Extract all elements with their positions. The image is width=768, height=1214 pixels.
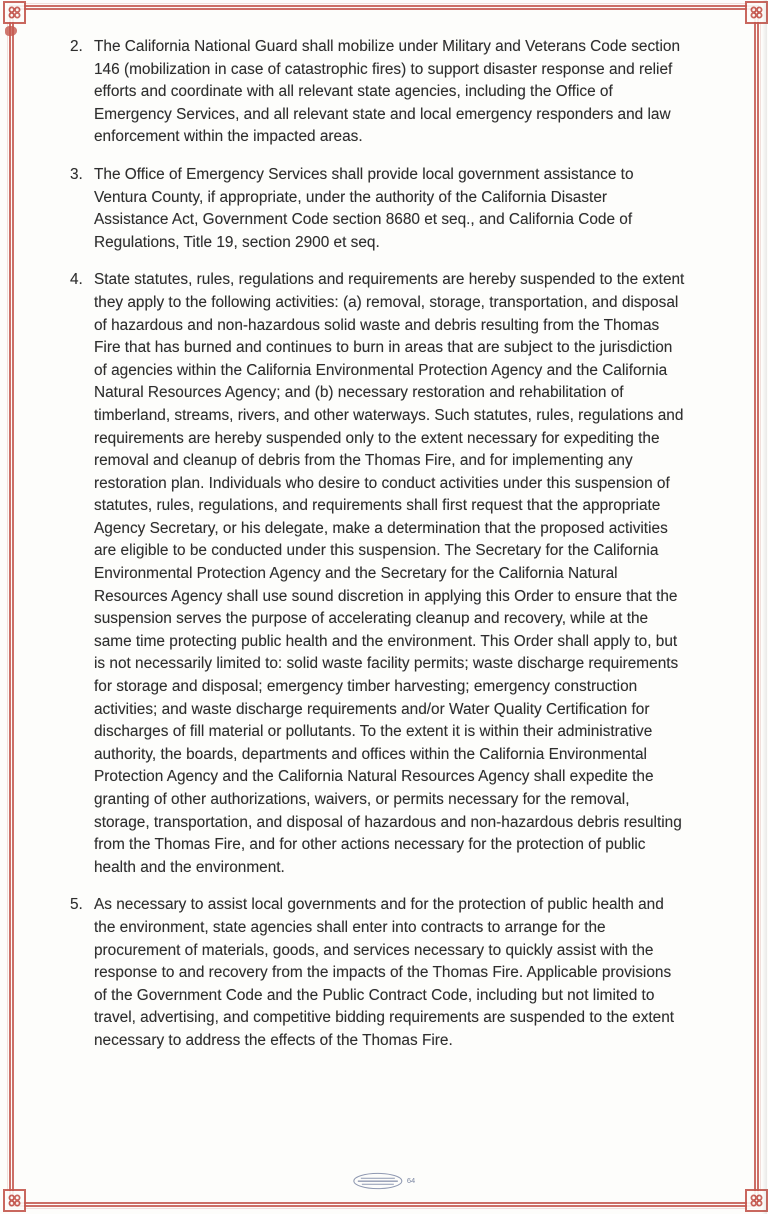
paragraph <box>70 269 752 879</box>
paragraph-text <box>94 36 752 149</box>
paragraph-number: 2. <box>70 38 83 55</box>
paragraph-number: 3. <box>70 165 83 183</box>
text-line: activities; and waste discharge requirements and/or Water Quality Certification for <box>94 700 650 718</box>
paragraph-text <box>94 164 752 254</box>
union-printer-label <box>353 1172 415 1190</box>
text-line: The California National Guard shall mobilize under Military and Veterans Code section <box>94 38 681 55</box>
text-line: is not necessarily limited to: solid waste facility permits; waste discharge requirements <box>94 655 679 673</box>
text-line: Assistance Act, Government Code section 8680 et seq., and California Code of <box>94 211 633 229</box>
paragraph-text <box>94 894 752 1052</box>
paragraph-number: 4. <box>70 271 83 289</box>
text-line: from the Thomas Fire, and for other actions necessary for the protection of public <box>94 836 646 854</box>
text-line: of agencies within the California Environmental Protection Agency and the California <box>94 361 668 379</box>
text-line: discharges of fill material or pollutants. To the extent it is within their administrative <box>94 723 653 741</box>
text-line: Protection Agency and the California Natural Resources Agency shall expedite the <box>94 768 654 786</box>
text-line: Fire that has burned and continues to burn in areas that are subject to the jurisdiction <box>94 339 673 357</box>
text-line: efforts and coordinate with all relevant state agencies, including the Office of <box>94 83 613 101</box>
quatrefoil-icon <box>7 1193 22 1208</box>
text-line: requirements are hereby suspended only to the extent necessary for expediting the <box>94 429 660 447</box>
text-line: authority, the boards, departments and offices within the California Environmental <box>94 745 647 763</box>
text-line: of the Government Code and the Public Contract Code, including but not limited to <box>94 986 655 1004</box>
text-line: storage, transportation, and disposal of hazardous and non-hazardous debris resulting <box>94 813 682 831</box>
text-line: same time protecting public health and the environment. This Order shall apply to, but <box>94 632 678 650</box>
text-line: statutes, rules, regulations, and requirements shall first request that the appropriate <box>94 497 661 515</box>
quatrefoil-corner-ornament-icon <box>745 1189 768 1212</box>
paragraph <box>70 894 752 1052</box>
union-printer-label-icon <box>353 1172 405 1190</box>
union-label-number: 64 <box>406 1176 416 1186</box>
paragraph <box>70 36 752 149</box>
corner-ornament-leaf-icon <box>5 26 17 36</box>
text-line: The Office of Emergency Services shall provide local government assistance to <box>94 165 634 183</box>
text-line: travel, advertising, and competitive bidding requirements are suspended to the extent <box>94 1009 675 1027</box>
quatrefoil-icon <box>7 5 22 20</box>
text-line: 146 (mobilization in case of catastrophic fires) to support disaster response and relief <box>94 60 673 78</box>
text-line: suspension serves the purpose of accelerating cleanup and recovery, while at the <box>94 610 649 628</box>
text-line: Environmental Protection Agency and the Secretary for the California Natural <box>94 565 618 583</box>
text-line: health and the environment. <box>94 858 285 876</box>
quatrefoil-corner-ornament-icon <box>3 1189 26 1212</box>
paragraph <box>70 164 752 254</box>
text-line: response to and recovery from the impacts of the Thomas Fire. Applicable provisions <box>94 964 672 982</box>
quatrefoil-icon <box>749 1193 764 1208</box>
text-line: are eligible to be conducted under this suspension. The Secretary for the California <box>94 542 659 560</box>
text-line: granting of other authorizations, waivers, or permits necessary for the removal, <box>94 791 630 808</box>
text-line: Regulations, Title 19, section 2900 et seq. <box>94 233 380 251</box>
quatrefoil-corner-ornament-icon <box>3 1 26 24</box>
text-line: removal and cleanup of debris from the Thomas Fire, and for implementing any <box>94 452 633 470</box>
text-line: Ventura County, if appropriate, under the authority of the California Disaster <box>94 188 608 206</box>
text-line: of hazardous and non-hazardous solid waste and debris resulting from the Thomas <box>94 316 660 334</box>
paragraph-text <box>94 269 752 879</box>
document-body <box>70 36 752 1068</box>
text-line: Natural Resources Agency; and (b) necessary restoration and rehabilitation of <box>94 384 624 402</box>
text-line: Resources Agency shall use sound discretion in applying this Order to ensure that the <box>94 587 678 605</box>
text-line: Agency Secretary, or his delegate, make a determination that the proposed activities <box>94 519 668 537</box>
paragraph-number: 5. <box>70 896 83 914</box>
quatrefoil-corner-ornament-icon <box>745 1 768 24</box>
text-line: Emergency Services, and all relevant state and local emergency responders and law <box>94 105 671 123</box>
text-line: they apply to the following activities: (a) removal, storage, transportation, and disposal <box>94 293 679 311</box>
text-line: for storage and disposal; emergency timber harvesting; emergency construction <box>94 678 638 696</box>
scanner-edge-shadow <box>762 0 767 1214</box>
text-line: enforcement within the impacted areas. <box>94 128 363 146</box>
text-line: restoration plan. Individuals who desire to conduct activities under this suspension of <box>94 474 670 492</box>
text-line: State statutes, rules, regulations and requirements are hereby suspended to the extent <box>94 271 685 289</box>
text-line: As necessary to assist local governments and for the protection of public health and <box>94 896 664 914</box>
text-line: procurement of materials, goods, and services necessary to quickly assist with the <box>94 941 654 959</box>
text-line: timberland, streams, rivers, and other waterways. Such statutes, rules, regulations and <box>94 406 684 424</box>
text-line: the environment, state agencies shall enter into contracts to arrange for the <box>94 918 606 936</box>
quatrefoil-icon <box>749 5 764 20</box>
text-line: necessary to address the effects of the Thomas Fire. <box>94 1031 453 1049</box>
